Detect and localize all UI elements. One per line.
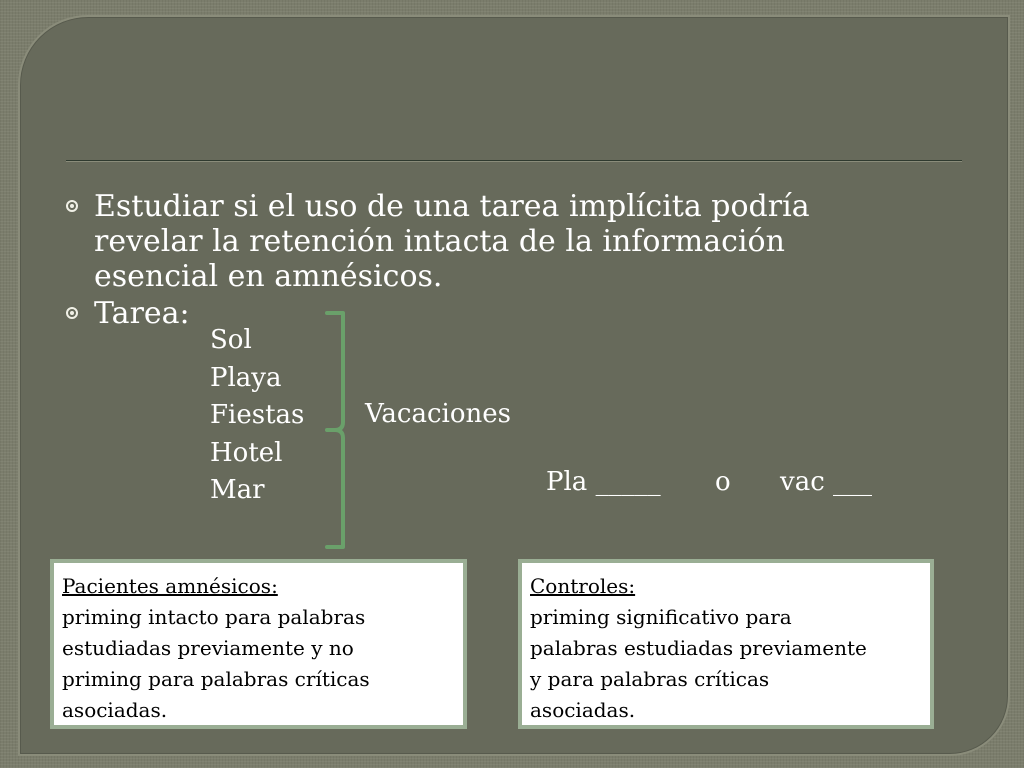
box-heading: Pacientes amnésicos: bbox=[62, 574, 278, 598]
stem-connector: o bbox=[715, 467, 731, 497]
objective-line-1: Estudiar si el uso de una tarea implícita podría bbox=[94, 189, 810, 224]
word-stem-2: vac ___ bbox=[780, 467, 873, 497]
grouping-brace bbox=[325, 310, 365, 550]
amnesic-result-box bbox=[50, 559, 467, 729]
bullet-icon bbox=[66, 200, 78, 212]
task-label: Tarea: bbox=[94, 296, 190, 331]
title-divider bbox=[66, 160, 962, 161]
objective-line-3: esencial en amnésicos. bbox=[94, 259, 443, 294]
objective-line-2: revelar la retención intacta de la información bbox=[94, 224, 785, 259]
box-line: priming intacto para palabras bbox=[62, 605, 366, 629]
bullet-icon bbox=[66, 307, 78, 319]
critical-word: Vacaciones bbox=[365, 399, 511, 429]
box-line: y para palabras críticas bbox=[530, 667, 770, 691]
study-word: Mar bbox=[210, 475, 265, 505]
box-line: priming para palabras críticas bbox=[62, 667, 370, 691]
box-line: estudiadas previamente y no bbox=[62, 636, 354, 660]
study-word-list bbox=[210, 322, 304, 510]
box-line: priming significativo para bbox=[530, 605, 792, 629]
box-line: asociadas. bbox=[62, 698, 168, 722]
box-heading: Controles: bbox=[530, 574, 636, 598]
box-line: asociadas. bbox=[530, 698, 636, 722]
study-word: Fiestas bbox=[210, 400, 305, 430]
study-word: Playa bbox=[210, 362, 282, 393]
controls-result-box bbox=[518, 559, 934, 729]
box-line: palabras estudiadas previamente bbox=[530, 636, 867, 660]
study-word: Sol bbox=[210, 325, 252, 355]
word-stem-1: Pla _____ bbox=[546, 467, 661, 497]
study-word: Hotel bbox=[210, 437, 283, 468]
